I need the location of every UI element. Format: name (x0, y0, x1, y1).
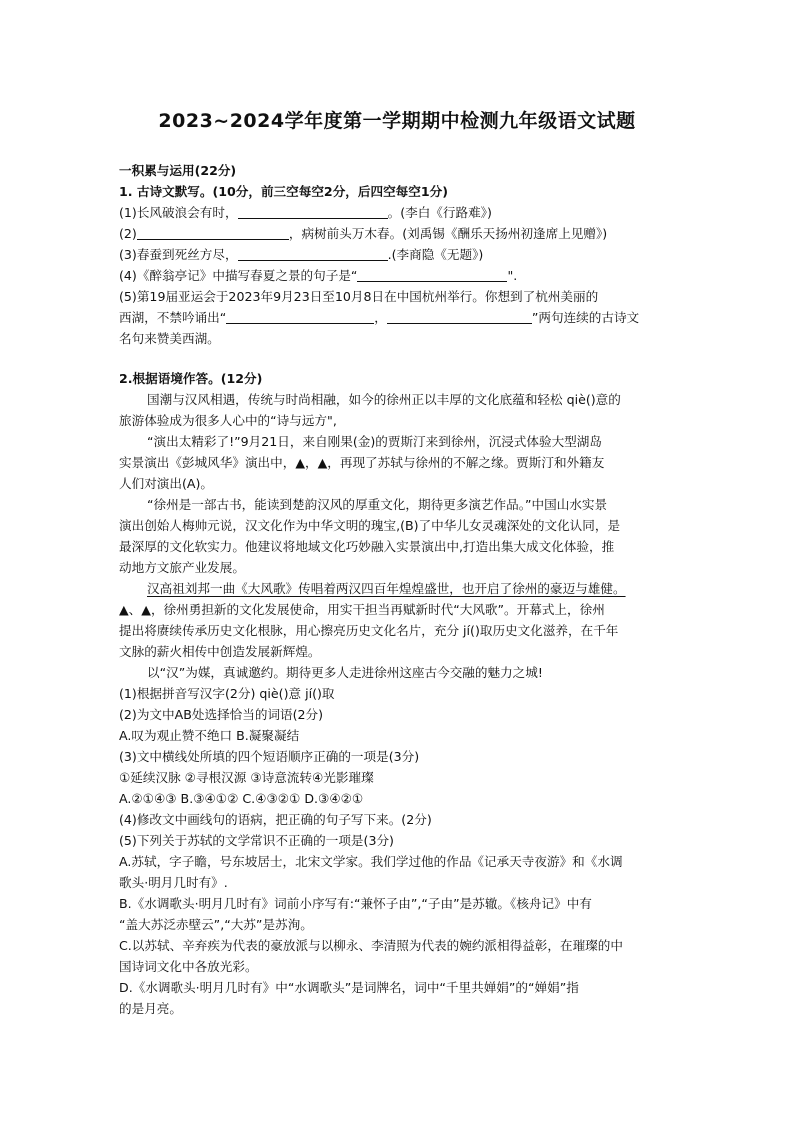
sub-question-3-phrases: ①延续汉脉 ②寻根汉源 ③诗意流转④光影璀璨 (119, 770, 374, 785)
option-a-cont: 歌头·明月几时有》. (119, 875, 228, 890)
passage-line: 提出将赓续传承历史文化根脉，用心擦亮历史文化名片，充分 jí()取历史文化滋养，在千年 (119, 623, 619, 638)
passage-line: 演出创始人梅帅元说，汉文化作为中华文明的瑰宝,(B)了中华儿女灵魂深处的文化认同，是 (119, 518, 621, 533)
sub-question-3: (3)文中横线处所填的四个短语顺序正确的一项是(3分) (119, 749, 420, 764)
q1-item-5-blanks: 西湖，不禁吟诵出“ ， ”两句连续的古诗文 (119, 310, 640, 325)
passage-line: “徐州是一部古书，能读到楚韵汉风的厚重文化，期待更多演艺作品。”中国山水实景 (147, 497, 608, 512)
page-title: 2023~2024学年度第一学期期中检测九年级语文试题 (158, 110, 636, 132)
passage-line: 旅游体验成为很多人心中的“诗与远方", (119, 413, 337, 428)
passage-line: “演出太精彩了!”9月21日，来自刚果(金)的贾斯汀来到徐州，沉浸式体验大型湖岛 (147, 434, 602, 449)
underlined-sentence: 汉高祖刘邦一曲《大风歌》传唱着两汉四百年煌煌盛世，也开启了徐州的豪迈与雄健。 (147, 581, 626, 596)
answer-blank[interactable] (387, 310, 532, 324)
answer-blank[interactable] (238, 247, 388, 261)
option-c: C.以苏轼、辛弃疾为代表的豪放派与以柳永、李清照为代表的婉约派相得益彰，在璀璨的中 (119, 938, 623, 953)
section-heading: 一积累与运用(22分) (119, 163, 237, 178)
q1-item-3: (3)春蚕到死丝方尽， .(李商隐《无题》) (119, 247, 484, 262)
option-b: B.《水调歌头·明月几时有》词前小序写有:“兼怀子由”,“子由”是苏辙。《核舟记》中有 (119, 896, 592, 911)
option-a: A.苏轼，字子瞻，号东坡居士，北宋文学家。我们学过他的作品《记承天寺夜游》和《水调 (119, 854, 623, 869)
option-d-cont: 的是月亮。 (119, 1001, 182, 1016)
q1-item-5-end: 名句来赞美西湖。 (119, 331, 220, 346)
sub-question-3-options: A.②①④③ B.③④①② C.④③②① D.③④②① (119, 791, 364, 806)
option-d: D.《水调歌头·明月几时有》中“水调歌头”是词牌名，词中“千里共婵娟”的“婵娟”指 (119, 980, 579, 995)
q2-title: 2.根据语境作答。(12分) (119, 371, 263, 386)
option-c-cont: 国诗词文化中各放光彩。 (119, 959, 258, 974)
sub-question-2: (2)为文中AB处选择恰当的词语(2分) (119, 707, 324, 722)
passage-line: 以“汉”为媒，真诚邀约。期待更多人走进徐州这座古今交融的魅力之城! (147, 665, 543, 680)
q1-item-1: (1)长风破浪会有时， 。(李白《行路难》) (119, 205, 492, 220)
passage-line: 文脉的薪火相传中创造发展新辉煌。 (119, 644, 321, 659)
sub-question-1: (1)根据拼音写汉字(2分) qiè()意 jí()取 (119, 686, 335, 701)
passage-line: 动地方文旅产业发展。 (119, 560, 245, 575)
passage-line: 国潮与汉风相遇，传统与时尚相融，如今的徐州正以丰厚的文化底蕴和轻松 qiè()意的 (147, 392, 621, 407)
answer-blank[interactable] (137, 226, 289, 240)
q1-item-4: (4)《醉翁亭记》中描写春夏之景的句子是“ ". (119, 268, 518, 283)
passage-line: 最深厚的文化软实力。他建议将地域文化巧妙融入实景演出中,打造出集大成文化体验，推 (119, 539, 615, 554)
answer-blank[interactable] (226, 310, 374, 324)
passage-line: 人们对演出(A)。 (119, 476, 214, 491)
answer-blank[interactable] (238, 205, 388, 219)
sub-question-4: (4)修改文中画线句的语病，把正确的句子写下来。(2分) (119, 812, 432, 827)
option-b-cont: “盖大苏泛赤壁云”,“大苏”是苏洵。 (119, 917, 313, 932)
q1-item-2: (2) ，病树前头万木春。(刘禹锡《酬乐天扬州初逢席上见赠》) (119, 226, 608, 241)
passage-line: 实景演出《彭城风华》演出中，▲，▲，再现了苏轼与徐州的不解之缘。贾斯汀和外籍友 (119, 455, 605, 470)
sub-question-2-options: A.叹为观止赞不绝口 B.凝聚凝结 (119, 728, 300, 743)
passage-line: ▲、▲，徐州勇担新的文化发展使命，用实干担当再赋新时代“大风歌”。开幕式上，徐州 (119, 602, 605, 617)
q1-item-5: (5)第19届亚运会于2023年9月23日至10月8日在中国杭州举行。你想到了杭州美丽的 (119, 289, 599, 304)
sub-question-5: (5)下列关于苏轼的文学常识不正确的一项是(3分) (119, 833, 394, 848)
answer-blank[interactable] (357, 268, 507, 282)
q1-title: 1. 古诗文默写。(10分，前三空每空2分，后四空每空1分) (119, 184, 448, 199)
